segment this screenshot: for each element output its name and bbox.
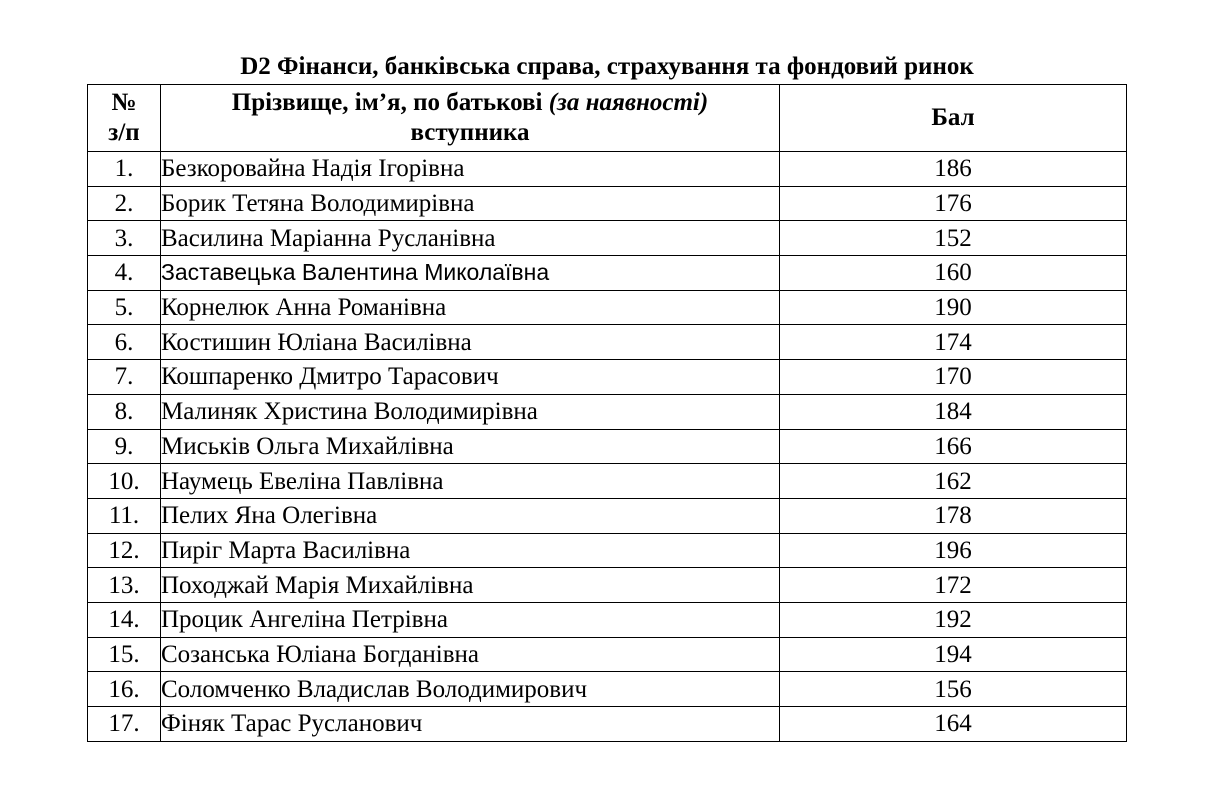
- row-score: 166: [780, 429, 1127, 464]
- table-row: [88, 394, 1127, 429]
- row-full-name: Заставецька Валентина Миколаївна: [161, 256, 780, 291]
- table-row: [88, 325, 1127, 360]
- table-row: [88, 152, 1127, 187]
- table-row: [88, 672, 1127, 707]
- table-row: [88, 186, 1127, 221]
- row-score: 186: [780, 152, 1127, 187]
- row-number: 13.: [88, 568, 161, 603]
- table-row: [88, 464, 1127, 499]
- row-full-name: Костишин Юліана Василівна: [161, 325, 780, 360]
- row-score: 190: [780, 290, 1127, 325]
- row-score: 172: [780, 568, 1127, 603]
- row-score: 196: [780, 533, 1127, 568]
- row-score: 178: [780, 498, 1127, 533]
- row-full-name: Фіняк Тарас Русланович: [161, 707, 780, 742]
- row-score: 160: [780, 256, 1127, 291]
- row-score: 162: [780, 464, 1127, 499]
- row-number: 8.: [88, 394, 161, 429]
- row-number: 12.: [88, 533, 161, 568]
- row-full-name: Корнелюк Анна Романівна: [161, 290, 780, 325]
- table-row: [88, 637, 1127, 672]
- header-number: [88, 85, 161, 152]
- row-number: 16.: [88, 672, 161, 707]
- row-full-name: Василина Маріанна Русланівна: [161, 221, 780, 256]
- table-row: [88, 256, 1127, 291]
- row-score: 156: [780, 672, 1127, 707]
- row-number: 17.: [88, 707, 161, 742]
- table-row: [88, 221, 1127, 256]
- row-number: 10.: [88, 464, 161, 499]
- header-full-name: [161, 85, 780, 152]
- row-full-name: Пиріг Марта Василівна: [161, 533, 780, 568]
- row-score: 174: [780, 325, 1127, 360]
- row-full-name: Наумець Евеліна Павлівна: [161, 464, 780, 499]
- row-number: 7.: [88, 360, 161, 395]
- row-full-name: Миськів Ольга Михайлівна: [161, 429, 780, 464]
- row-score: 184: [780, 394, 1127, 429]
- table-row: [88, 498, 1127, 533]
- table-row: [88, 533, 1127, 568]
- row-number: 5.: [88, 290, 161, 325]
- row-full-name: Борик Тетяна Володимирівна: [161, 186, 780, 221]
- header-row: [88, 85, 1127, 152]
- row-number: 9.: [88, 429, 161, 464]
- row-full-name: Соломченко Владислав Володимирович: [161, 672, 780, 707]
- header-number-line2: з/п: [108, 119, 140, 146]
- row-score: 170: [780, 360, 1127, 395]
- row-full-name: Созанська Юліана Богданівна: [161, 637, 780, 672]
- row-number: 6.: [88, 325, 161, 360]
- table-row: [88, 429, 1127, 464]
- row-number: 2.: [88, 186, 161, 221]
- row-full-name: Кошпаренко Дмитро Тарасович: [161, 360, 780, 395]
- header-name-main: Прізвище, ім’я, по батькові: [231, 89, 543, 116]
- table-row: [88, 602, 1127, 637]
- row-score: 176: [780, 186, 1127, 221]
- row-score: 164: [780, 707, 1127, 742]
- table-row: [88, 707, 1127, 742]
- header-number-line1: №: [111, 89, 137, 116]
- row-full-name: Походжай Марія Михайлівна: [161, 568, 780, 603]
- header-score: Бал: [780, 85, 1127, 152]
- header-name-line2: вступника: [410, 119, 530, 146]
- row-number: 15.: [88, 637, 161, 672]
- row-full-name: Безкоровайна Надія Ігорівна: [161, 152, 780, 187]
- row-score: 194: [780, 637, 1127, 672]
- table-row: [88, 568, 1127, 603]
- row-full-name: Процик Ангеліна Петрівна: [161, 602, 780, 637]
- row-number: 1.: [88, 152, 161, 187]
- table-body: [88, 152, 1127, 742]
- table-row: [88, 290, 1127, 325]
- row-full-name: Малиняк Христина Володимирівна: [161, 394, 780, 429]
- row-number: 3.: [88, 221, 161, 256]
- row-full-name: Пелих Яна Олегівна: [161, 498, 780, 533]
- table-header: [88, 85, 1127, 152]
- row-number: 11.: [88, 498, 161, 533]
- document-title: D2 Фінанси, банківська справа, страхування та фондовий ринок: [240, 53, 974, 80]
- results-table: [87, 84, 1127, 742]
- header-name-hint: (за наявності): [548, 89, 709, 116]
- row-number: 4.: [88, 256, 161, 291]
- row-score: 192: [780, 602, 1127, 637]
- row-number: 14.: [88, 602, 161, 637]
- row-score: 152: [780, 221, 1127, 256]
- table-row: [88, 360, 1127, 395]
